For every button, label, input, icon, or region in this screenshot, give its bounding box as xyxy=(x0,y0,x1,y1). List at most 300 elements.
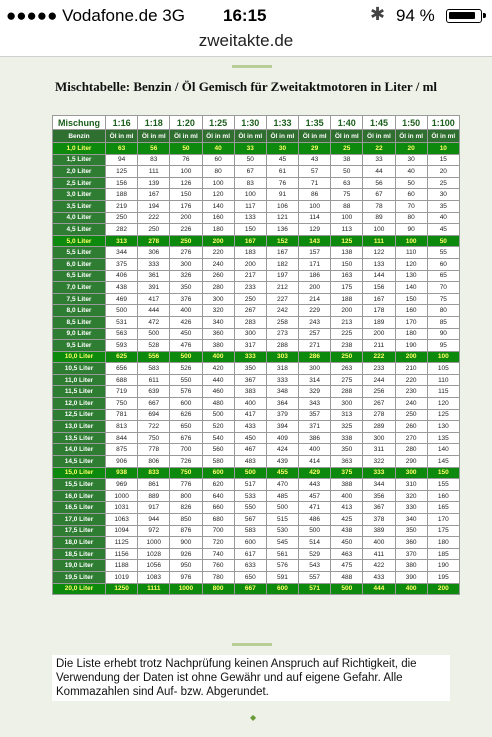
table-cell: 760 xyxy=(202,560,234,572)
table-cell: 719 xyxy=(106,386,138,398)
table-cell: 600 xyxy=(202,467,234,479)
row-label: 9,5 Liter xyxy=(53,340,106,352)
table-cell: 611 xyxy=(138,374,170,386)
table-cell: 361 xyxy=(138,270,170,282)
table-cell: 125 xyxy=(106,166,138,178)
table-cell: 110 xyxy=(395,247,427,259)
table-cell: 70 xyxy=(427,282,459,294)
table-cell: 376 xyxy=(170,293,202,305)
unit-header: Öl in ml xyxy=(106,130,138,143)
table-cell: 100 xyxy=(170,166,202,178)
divider xyxy=(232,643,272,646)
table-cell: 244 xyxy=(363,374,395,386)
table-cell: 306 xyxy=(138,247,170,259)
table-cell: 152 xyxy=(266,235,298,247)
unit-header: Öl in ml xyxy=(202,130,234,143)
table-row xyxy=(53,351,460,363)
table-cell: 500 xyxy=(106,305,138,317)
clock: 16:15 xyxy=(223,6,267,25)
table-cell: 876 xyxy=(170,525,202,537)
table-cell: 275 xyxy=(331,374,363,386)
table-cell: 722 xyxy=(138,421,170,433)
table-cell: 1250 xyxy=(106,583,138,595)
table-cell: 576 xyxy=(170,386,202,398)
table-cell: 61 xyxy=(266,166,298,178)
table-cell: 561 xyxy=(266,548,298,560)
table-cell: 120 xyxy=(202,189,234,201)
table-row xyxy=(53,316,460,328)
row-label: 19,0 Liter xyxy=(53,560,106,572)
table-cell: 250 xyxy=(106,212,138,224)
table-row xyxy=(53,235,460,247)
battery-percent: 94 % xyxy=(396,6,435,25)
table-cell: 180 xyxy=(202,224,234,236)
table-cell: 10 xyxy=(427,143,459,155)
table-cell: 318 xyxy=(266,363,298,375)
table-cell: 620 xyxy=(202,479,234,491)
table-cell: 322 xyxy=(363,456,395,468)
mix-table xyxy=(52,115,460,595)
table-cell: 370 xyxy=(395,548,427,560)
table-cell: 413 xyxy=(331,502,363,514)
table-cell: 471 xyxy=(299,502,331,514)
table-cell: 40 xyxy=(427,212,459,224)
table-cell: 88 xyxy=(331,200,363,212)
table-cell: 133 xyxy=(234,212,266,224)
table-cell: 813 xyxy=(106,421,138,433)
table-cell: 800 xyxy=(170,490,202,502)
unit-header-row xyxy=(53,130,460,143)
page-content[interactable] xyxy=(0,57,492,737)
table-cell: 194 xyxy=(138,200,170,212)
table-cell: 367 xyxy=(363,502,395,514)
table-cell: 425 xyxy=(331,514,363,526)
table-row xyxy=(53,479,460,491)
table-cell: 633 xyxy=(234,560,266,572)
table-cell: 160 xyxy=(395,305,427,317)
table-row xyxy=(53,490,460,502)
table-row xyxy=(53,560,460,572)
table-cell: 212 xyxy=(266,282,298,294)
table-cell: 227 xyxy=(266,293,298,305)
row-label: 20,0 Liter xyxy=(53,583,106,595)
table-cell: 640 xyxy=(202,490,234,502)
table-cell: 486 xyxy=(299,514,331,526)
row-label: 7,5 Liter xyxy=(53,293,106,305)
table-cell: 200 xyxy=(299,282,331,294)
row-label: 1,0 Liter xyxy=(53,143,106,155)
row-label: 10,5 Liter xyxy=(53,363,106,375)
table-cell: 1028 xyxy=(138,548,170,560)
table-cell: 78 xyxy=(363,200,395,212)
table-cell: 580 xyxy=(202,456,234,468)
table-cell: 460 xyxy=(202,386,234,398)
table-cell: 200 xyxy=(170,212,202,224)
table-cell: 29 xyxy=(299,143,331,155)
table-cell: 1083 xyxy=(138,571,170,583)
table-cell: 383 xyxy=(234,386,266,398)
table-cell: 700 xyxy=(202,525,234,537)
table-cell: 288 xyxy=(331,386,363,398)
table-cell: 171 xyxy=(299,258,331,270)
table-cell: 344 xyxy=(363,479,395,491)
table-cell: 917 xyxy=(138,502,170,514)
table-cell: 833 xyxy=(138,467,170,479)
table-cell: 60 xyxy=(202,154,234,166)
row-label: 10,0 Liter xyxy=(53,351,106,363)
table-cell: 220 xyxy=(395,374,427,386)
ratio-header: 1:50 xyxy=(395,116,427,130)
table-cell: 67 xyxy=(363,189,395,201)
table-cell: 100 xyxy=(234,189,266,201)
table-cell: 776 xyxy=(170,479,202,491)
table-cell: 371 xyxy=(299,421,331,433)
table-cell: 625 xyxy=(106,351,138,363)
table-cell: 226 xyxy=(170,224,202,236)
table-cell: 1188 xyxy=(106,560,138,572)
table-cell: 86 xyxy=(299,189,331,201)
table-cell: 514 xyxy=(299,537,331,549)
table-cell: 694 xyxy=(138,409,170,421)
table-cell: 314 xyxy=(299,374,331,386)
table-cell: 186 xyxy=(299,270,331,282)
table-cell: 100 xyxy=(202,177,234,189)
ratio-header: 1:35 xyxy=(299,116,331,130)
table-cell: 242 xyxy=(266,305,298,317)
table-cell: 500 xyxy=(299,525,331,537)
table-cell: 333 xyxy=(266,374,298,386)
table-cell: 1019 xyxy=(106,571,138,583)
unit-header: Öl in ml xyxy=(234,130,266,143)
table-cell: 1111 xyxy=(138,583,170,595)
table-cell: 217 xyxy=(234,270,266,282)
table-cell: 720 xyxy=(202,537,234,549)
table-cell: 80 xyxy=(202,166,234,178)
table-cell: 57 xyxy=(299,166,331,178)
table-cell: 250 xyxy=(395,409,427,421)
table-cell: 233 xyxy=(234,282,266,294)
table-cell: 63 xyxy=(331,177,363,189)
table-cell: 1056 xyxy=(138,560,170,572)
table-cell: 680 xyxy=(202,514,234,526)
table-cell: 135 xyxy=(427,432,459,444)
row-label: 18,5 Liter xyxy=(53,548,106,560)
table-cell: 300 xyxy=(299,363,331,375)
table-cell: 150 xyxy=(395,293,427,305)
table-cell: 180 xyxy=(427,537,459,549)
table-cell: 22 xyxy=(363,143,395,155)
table-cell: 50 xyxy=(427,235,459,247)
table-cell: 364 xyxy=(266,398,298,410)
table-cell: 400 xyxy=(170,305,202,317)
table-cell: 30 xyxy=(266,143,298,155)
row-label: 19,5 Liter xyxy=(53,571,106,583)
table-cell: 50 xyxy=(234,154,266,166)
table-row xyxy=(53,571,460,583)
table-cell: 338 xyxy=(331,432,363,444)
table-cell: 106 xyxy=(266,200,298,212)
table-cell: 700 xyxy=(170,444,202,456)
table-cell: 972 xyxy=(138,525,170,537)
table-cell: 529 xyxy=(299,548,331,560)
table-cell: 129 xyxy=(299,224,331,236)
table-row xyxy=(53,525,460,537)
table-cell: 950 xyxy=(170,560,202,572)
table-cell: 126 xyxy=(170,177,202,189)
table-cell: 400 xyxy=(202,351,234,363)
table-row xyxy=(53,305,460,317)
row-label: 8,5 Liter xyxy=(53,316,106,328)
table-cell: 500 xyxy=(170,351,202,363)
table-cell: 257 xyxy=(299,328,331,340)
table-cell: 639 xyxy=(138,386,170,398)
table-cell: 938 xyxy=(106,467,138,479)
table-cell: 1000 xyxy=(170,583,202,595)
table-row xyxy=(53,166,460,178)
table-cell: 188 xyxy=(331,293,363,305)
table-cell: 844 xyxy=(106,432,138,444)
table-cell: 43 xyxy=(299,154,331,166)
table-cell: 225 xyxy=(331,328,363,340)
table-cell: 233 xyxy=(363,363,395,375)
ratio-header: 1:25 xyxy=(202,116,234,130)
table-cell: 200 xyxy=(331,305,363,317)
table-cell: 472 xyxy=(138,316,170,328)
table-row xyxy=(53,386,460,398)
table-cell: 286 xyxy=(299,351,331,363)
table-cell: 391 xyxy=(138,282,170,294)
table-cell: 333 xyxy=(363,467,395,479)
table-cell: 163 xyxy=(331,270,363,282)
table-cell: 531 xyxy=(106,316,138,328)
row-label: 15,5 Liter xyxy=(53,479,106,491)
table-cell: 15 xyxy=(427,154,459,166)
row-label: 16,0 Liter xyxy=(53,490,106,502)
table-cell: 111 xyxy=(138,166,170,178)
table-cell: 258 xyxy=(266,316,298,328)
table-cell: 450 xyxy=(234,432,266,444)
table-cell: 311 xyxy=(363,444,395,456)
table-cell: 197 xyxy=(266,270,298,282)
table-cell: 571 xyxy=(299,583,331,595)
table-row xyxy=(53,177,460,189)
corner-label: Mischung xyxy=(53,116,106,130)
table-cell: 156 xyxy=(106,177,138,189)
table-cell: 214 xyxy=(299,293,331,305)
table-cell: 143 xyxy=(299,235,331,247)
row-label: 8,0 Liter xyxy=(53,305,106,317)
table-cell: 90 xyxy=(395,224,427,236)
unit-header: Öl in ml xyxy=(170,130,202,143)
table-cell: 650 xyxy=(170,421,202,433)
table-cell: 113 xyxy=(331,224,363,236)
table-row xyxy=(53,502,460,514)
table-cell: 326 xyxy=(170,270,202,282)
table-cell: 467 xyxy=(234,444,266,456)
table-cell: 375 xyxy=(331,467,363,479)
table-row xyxy=(53,467,460,479)
table-cell: 300 xyxy=(202,293,234,305)
table-cell: 140 xyxy=(427,444,459,456)
table-cell: 463 xyxy=(331,548,363,560)
table-cell: 528 xyxy=(138,340,170,352)
table-cell: 76 xyxy=(170,154,202,166)
table-row xyxy=(53,548,460,560)
table-cell: 195 xyxy=(427,571,459,583)
table-cell: 222 xyxy=(138,212,170,224)
row-label: 5,5 Liter xyxy=(53,247,106,259)
table-cell: 500 xyxy=(331,583,363,595)
table-cell: 363 xyxy=(331,456,363,468)
status-bar xyxy=(0,0,492,30)
ratio-header: 1:100 xyxy=(427,116,459,130)
table-cell: 45 xyxy=(266,154,298,166)
table-cell: 444 xyxy=(138,305,170,317)
ratio-header: 1:40 xyxy=(331,116,363,130)
table-row xyxy=(53,409,460,421)
table-cell: 540 xyxy=(202,432,234,444)
table-cell: 190 xyxy=(427,560,459,572)
row-label: 17,5 Liter xyxy=(53,525,106,537)
row-label: 2,5 Liter xyxy=(53,177,106,189)
row-label: 6,0 Liter xyxy=(53,258,106,270)
table-cell: 600 xyxy=(266,583,298,595)
table-cell: 875 xyxy=(106,444,138,456)
table-cell: 282 xyxy=(106,224,138,236)
table-row xyxy=(53,444,460,456)
table-cell: 65 xyxy=(427,270,459,282)
table-cell: 200 xyxy=(202,235,234,247)
table-cell: 300 xyxy=(170,258,202,270)
table-cell: 91 xyxy=(266,189,298,201)
table-cell: 175 xyxy=(427,525,459,537)
table-row xyxy=(53,282,460,294)
table-cell: 125 xyxy=(331,235,363,247)
row-label: 1,5 Liter xyxy=(53,154,106,166)
table-cell: 80 xyxy=(427,305,459,317)
table-cell: 250 xyxy=(170,235,202,247)
table-cell: 243 xyxy=(299,316,331,328)
table-cell: 350 xyxy=(170,282,202,294)
table-cell: 145 xyxy=(427,456,459,468)
table-cell: 55 xyxy=(427,247,459,259)
table-cell: 357 xyxy=(299,409,331,421)
table-cell: 80 xyxy=(395,212,427,224)
table-cell: 422 xyxy=(363,560,395,572)
table-cell: 780 xyxy=(202,571,234,583)
table-cell: 60 xyxy=(395,189,427,201)
table-cell: 130 xyxy=(395,270,427,282)
table-cell: 530 xyxy=(266,525,298,537)
table-cell: 38 xyxy=(331,154,363,166)
ratio-header: 1:30 xyxy=(234,116,266,130)
table-cell: 560 xyxy=(202,444,234,456)
table-cell: 526 xyxy=(170,363,202,375)
table-cell: 273 xyxy=(266,328,298,340)
table-cell: 515 xyxy=(266,514,298,526)
table-cell: 260 xyxy=(395,421,427,433)
table-cell: 150 xyxy=(331,258,363,270)
table-cell: 557 xyxy=(299,571,331,583)
table-cell: 267 xyxy=(363,398,395,410)
table-cell: 25 xyxy=(427,177,459,189)
table-cell: 30 xyxy=(395,154,427,166)
table-cell: 56 xyxy=(363,177,395,189)
table-cell: 388 xyxy=(331,479,363,491)
table-cell: 329 xyxy=(299,386,331,398)
table-cell: 317 xyxy=(234,340,266,352)
table-cell: 100 xyxy=(299,200,331,212)
row-label: 17,0 Liter xyxy=(53,514,106,526)
table-cell: 167 xyxy=(234,235,266,247)
row-header-label: Benzin xyxy=(53,130,106,143)
table-cell: 726 xyxy=(170,456,202,468)
row-label: 6,5 Liter xyxy=(53,270,106,282)
ratio-header-row xyxy=(53,116,460,130)
ratio-header: 1:16 xyxy=(106,116,138,130)
row-label: 7,0 Liter xyxy=(53,282,106,294)
table-cell: 260 xyxy=(202,270,234,282)
table-cell: 444 xyxy=(363,583,395,595)
table-cell: 650 xyxy=(234,571,266,583)
row-label: 11,0 Liter xyxy=(53,374,106,386)
table-cell: 320 xyxy=(395,490,427,502)
table-cell: 440 xyxy=(202,374,234,386)
table-row xyxy=(53,189,460,201)
table-cell: 1094 xyxy=(106,525,138,537)
table-cell: 120 xyxy=(395,258,427,270)
table-cell: 455 xyxy=(266,467,298,479)
table-cell: 889 xyxy=(138,490,170,502)
table-cell: 567 xyxy=(234,514,266,526)
ratio-header: 1:20 xyxy=(170,116,202,130)
table-cell: 438 xyxy=(106,282,138,294)
table-cell: 360 xyxy=(202,328,234,340)
table-cell: 167 xyxy=(363,293,395,305)
table-cell: 333 xyxy=(234,351,266,363)
table-cell: 517 xyxy=(234,479,266,491)
table-cell: 420 xyxy=(202,363,234,375)
table-cell: 313 xyxy=(106,235,138,247)
table-cell: 356 xyxy=(363,490,395,502)
address-bar[interactable] xyxy=(0,30,492,57)
row-label: 3,0 Liter xyxy=(53,189,106,201)
table-cell: 600 xyxy=(170,398,202,410)
table-row xyxy=(53,432,460,444)
table-cell: 133 xyxy=(363,258,395,270)
table-cell: 20 xyxy=(427,166,459,178)
table-cell: 313 xyxy=(331,409,363,421)
ratio-header: 1:45 xyxy=(363,116,395,130)
divider xyxy=(232,65,272,68)
table-cell: 660 xyxy=(202,502,234,514)
table-cell: 563 xyxy=(106,328,138,340)
table-cell: 67 xyxy=(234,166,266,178)
table-cell: 500 xyxy=(202,409,234,421)
row-label: 18,0 Liter xyxy=(53,537,106,549)
mix-table-container xyxy=(52,115,459,595)
table-cell: 220 xyxy=(202,247,234,259)
table-row xyxy=(53,537,460,549)
row-label: 9,0 Liter xyxy=(53,328,106,340)
table-cell: 25 xyxy=(331,143,363,155)
table-cell: 850 xyxy=(170,514,202,526)
table-cell: 360 xyxy=(395,537,427,549)
table-cell: 219 xyxy=(106,200,138,212)
url-text: zweitakte.de xyxy=(198,31,294,50)
table-cell: 476 xyxy=(170,340,202,352)
table-cell: 270 xyxy=(395,432,427,444)
